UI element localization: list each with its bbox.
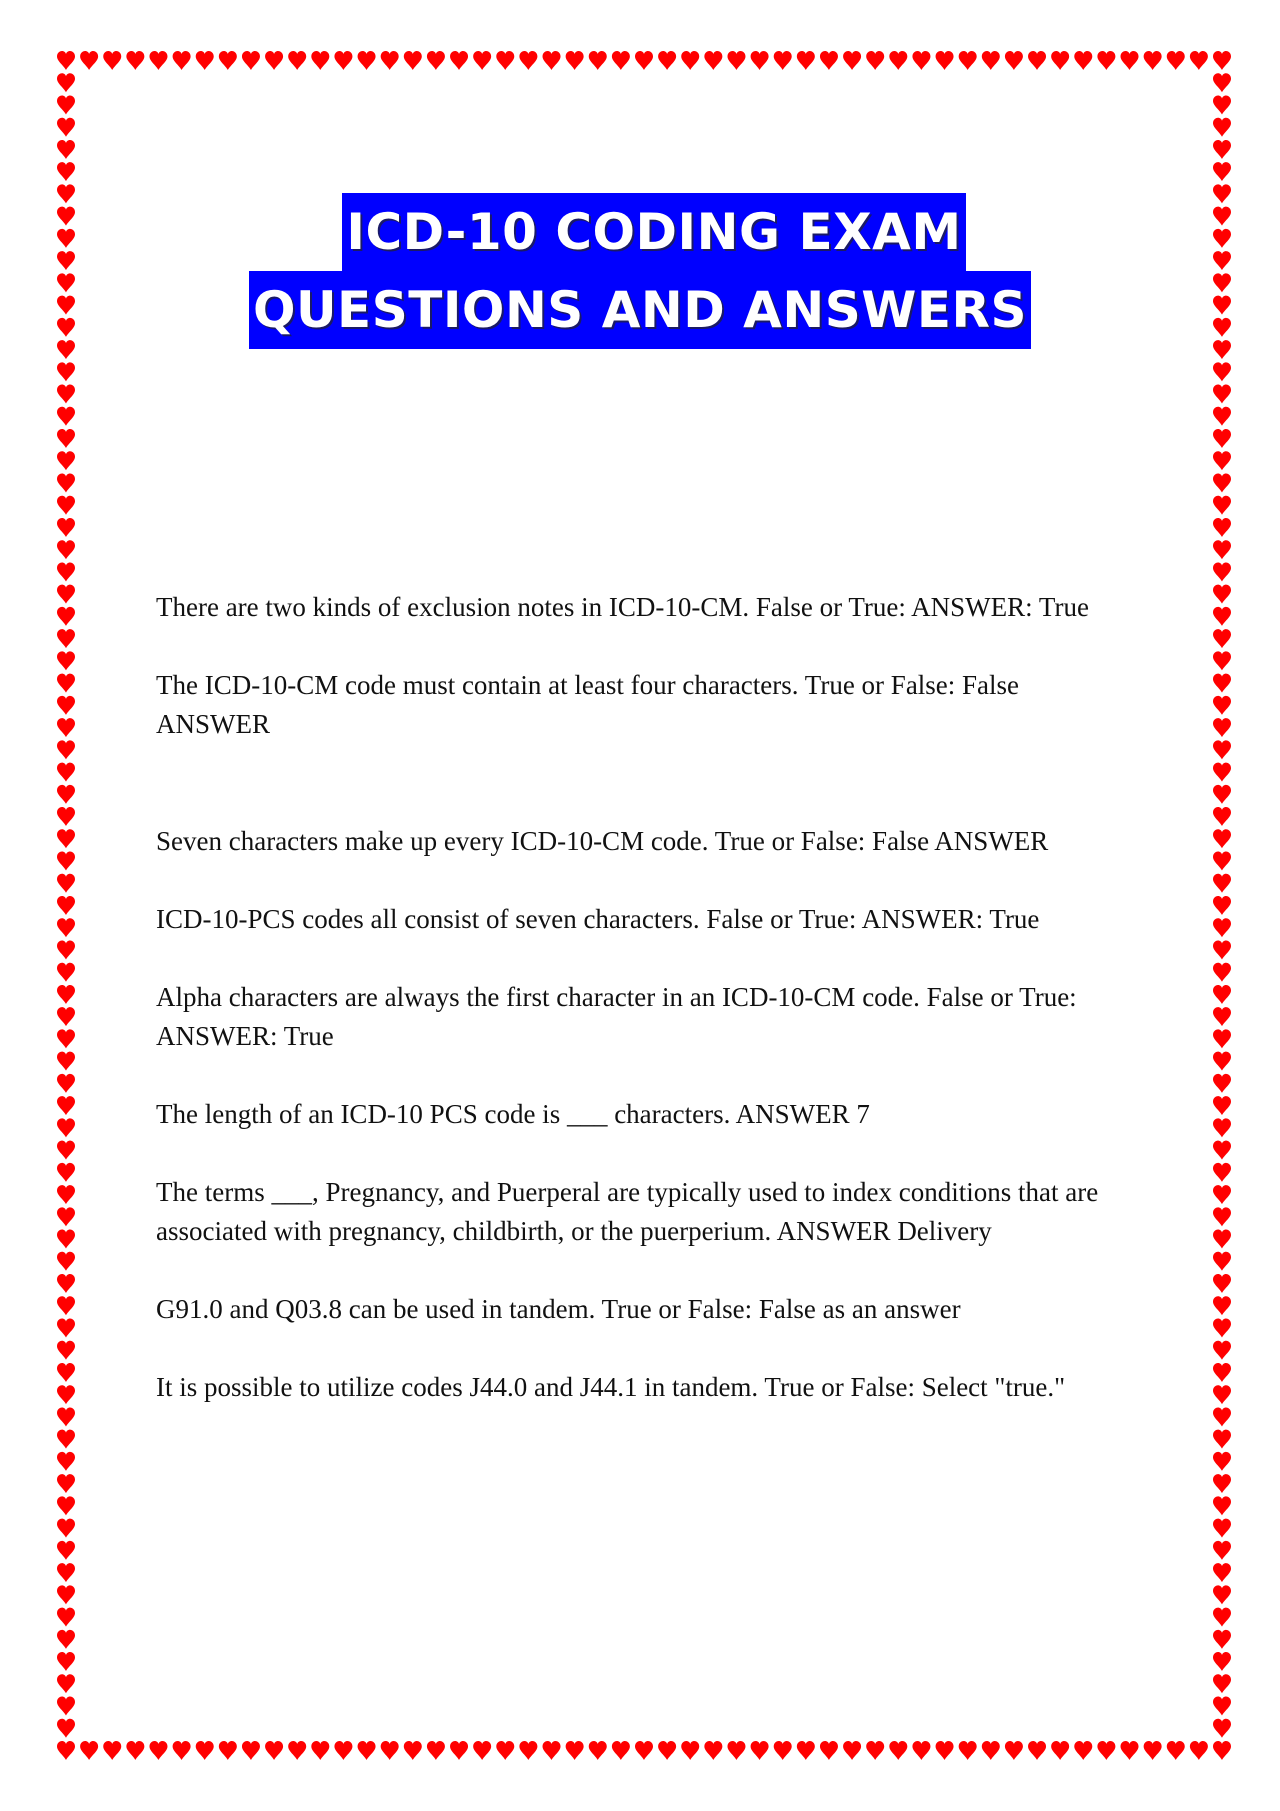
- heart-icon: [635, 51, 653, 70]
- heart-icon: [543, 1741, 561, 1760]
- heart-icon: [311, 1741, 329, 1760]
- heart-icon: [57, 1719, 75, 1738]
- heart-icon: [1213, 651, 1231, 670]
- qa-item-8: [156, 1290, 1124, 1329]
- heart-icon: [519, 1741, 537, 1760]
- heart-icon: [1051, 51, 1069, 70]
- heart-icon: [311, 51, 329, 70]
- heart-icon: [242, 51, 260, 70]
- heart-icon: [57, 585, 75, 604]
- heart-icon: [57, 674, 75, 693]
- heart-icon: [57, 1496, 75, 1515]
- heart-icon: [1213, 385, 1231, 404]
- heart-icon: [219, 1741, 237, 1760]
- heart-icon: [57, 1096, 75, 1115]
- heart-icon: [889, 51, 907, 70]
- heart-icon: [57, 1585, 75, 1604]
- heart-icon: [57, 1652, 75, 1671]
- heart-icon: [1213, 1519, 1231, 1538]
- heart-icon: [57, 118, 75, 137]
- heart-icon: [1213, 763, 1231, 782]
- heart-icon: [681, 51, 699, 70]
- heart-icon: [57, 1296, 75, 1315]
- heart-icon: [57, 896, 75, 915]
- heart-icon: [1028, 51, 1046, 70]
- heart-icon: [1213, 852, 1231, 871]
- heart-icon: [288, 1741, 306, 1760]
- heart-icon: [57, 1141, 75, 1160]
- heart-icon: [473, 51, 491, 70]
- heart-icon: [57, 1007, 75, 1026]
- heart-icon: [57, 1674, 75, 1693]
- heart-icon: [1213, 1496, 1231, 1515]
- heart-icon: [404, 1741, 422, 1760]
- heart-icon: [149, 1741, 167, 1760]
- heart-icon: [173, 51, 191, 70]
- heart-icon: [57, 1541, 75, 1560]
- heart-icon: [57, 1163, 75, 1182]
- qa-item-5: [156, 978, 1124, 1056]
- title-line-1: ICD-10 CODING EXAM: [342, 193, 965, 271]
- heart-icon: [1213, 829, 1231, 848]
- heart-icon: [1144, 51, 1162, 70]
- heart-icon: [57, 1074, 75, 1093]
- heart-icon: [57, 140, 75, 159]
- heart-icon: [57, 1630, 75, 1649]
- qa-text: The ICD-10-CM code must contain at least four characters. True or False: False ANSWER: [156, 670, 1020, 739]
- heart-icon: [704, 1741, 722, 1760]
- heart-icon: [242, 1741, 260, 1760]
- heart-icon: [797, 1741, 815, 1760]
- heart-icon: [936, 1741, 954, 1760]
- heart-icon: [1213, 1563, 1231, 1582]
- heart-icon: [404, 51, 422, 70]
- qa-text: The length of an ICD-10 PCS code is ___ characters. ANSWER 7: [156, 1099, 870, 1129]
- heart-icon: [57, 407, 75, 426]
- heart-icon: [126, 51, 144, 70]
- heart-icon: [566, 1741, 584, 1760]
- heart-icon: [334, 1741, 352, 1760]
- heart-icon: [57, 807, 75, 826]
- heart-icon: [57, 1029, 75, 1048]
- heart-icon: [427, 1741, 445, 1760]
- heart-icon: [196, 51, 214, 70]
- heart-icon: [57, 1252, 75, 1271]
- heart-icon: [57, 162, 75, 181]
- heart-icon: [1213, 1141, 1231, 1160]
- heart-icon: [1005, 1741, 1023, 1760]
- heart-icon: [1213, 1163, 1231, 1182]
- heart-icon: [57, 940, 75, 959]
- heart-icon: [1213, 1719, 1231, 1738]
- heart-icon: [1213, 1430, 1231, 1449]
- heart-icon: [912, 1741, 930, 1760]
- heart-icon: [658, 51, 676, 70]
- heart-icon: [1213, 940, 1231, 959]
- heart-icon: [1213, 140, 1231, 159]
- heart-icon: [1213, 1697, 1231, 1716]
- heart-icon: [450, 1741, 468, 1760]
- qa-text: ICD-10-PCS codes all consist of seven characters. False or True: ANSWER: True: [156, 904, 1040, 934]
- heart-icon: [196, 1741, 214, 1760]
- heart-icon: [751, 1741, 769, 1760]
- heart-icon: [103, 1741, 121, 1760]
- qa-text: G91.0 and Q03.8 can be used in tandem. True or False: False as an answer: [156, 1294, 961, 1324]
- heart-icon: [1213, 718, 1231, 737]
- heart-icon: [1097, 1741, 1115, 1760]
- heart-icon: [57, 829, 75, 848]
- heart-icon: [704, 51, 722, 70]
- heart-icon: [1213, 51, 1231, 70]
- heart-icon: [1213, 1741, 1231, 1760]
- heart-icon: [589, 51, 607, 70]
- heart-icon: [1213, 963, 1231, 982]
- heart-icon: [450, 51, 468, 70]
- heart-icon: [496, 1741, 514, 1760]
- heart-icon: [1167, 1741, 1185, 1760]
- heart-icon: [57, 540, 75, 559]
- heart-icon: [57, 1341, 75, 1360]
- heart-icon: [57, 429, 75, 448]
- heart-icon: [936, 51, 954, 70]
- heart-icon: [381, 51, 399, 70]
- heart-icon: [80, 51, 98, 70]
- heart-icon: [1213, 1207, 1231, 1226]
- heart-icon: [57, 1430, 75, 1449]
- heart-icon: [1213, 1230, 1231, 1249]
- heart-icon: [57, 918, 75, 937]
- heart-icon: [1213, 1074, 1231, 1093]
- heart-icon: [57, 474, 75, 493]
- heart-icon: [589, 1741, 607, 1760]
- heart-icon: [57, 607, 75, 626]
- heart-icon: [57, 518, 75, 537]
- qa-text: Alpha characters are always the first character in an ICD-10-CM code. False or True: ANSWER: True: [156, 982, 1077, 1051]
- heart-icon: [1213, 629, 1231, 648]
- heart-icon: [1213, 1096, 1231, 1115]
- heart-icon: [1213, 95, 1231, 114]
- qa-item-9: [156, 1368, 1124, 1407]
- heart-icon: [866, 1741, 884, 1760]
- heart-icon: [1121, 51, 1139, 70]
- heart-icon: [57, 385, 75, 404]
- heart-icon: [1213, 1341, 1231, 1360]
- heart-icon: [57, 1185, 75, 1204]
- heart-icon: [473, 1741, 491, 1760]
- heart-icon: [1213, 1052, 1231, 1071]
- heart-icon: [57, 1474, 75, 1493]
- heart-icon: [57, 95, 75, 114]
- heart-icon: [1213, 1452, 1231, 1471]
- heart-icon: [820, 51, 838, 70]
- heart-icon: [57, 1608, 75, 1627]
- heart-icon: [1005, 51, 1023, 70]
- heart-icon: [612, 1741, 630, 1760]
- heart-icon: [57, 874, 75, 893]
- heart-icon: [519, 51, 537, 70]
- heart-icon: [57, 73, 75, 92]
- heart-icon: [1213, 985, 1231, 1004]
- heart-icon: [57, 562, 75, 581]
- heart-icon: [57, 985, 75, 1004]
- heart-icon: [797, 51, 815, 70]
- heart-icon: [358, 1741, 376, 1760]
- heart-icon: [1028, 1741, 1046, 1760]
- heart-icon: [57, 785, 75, 804]
- heart-icon: [57, 1385, 75, 1404]
- heart-icon: [57, 1118, 75, 1137]
- qa-item-4: [156, 900, 1124, 939]
- heart-icon: [57, 496, 75, 515]
- heart-icon: [543, 51, 561, 70]
- heart-icon: [1213, 562, 1231, 581]
- heart-icon: [1213, 1674, 1231, 1693]
- heart-icon: [149, 51, 167, 70]
- heart-icon: [57, 51, 75, 70]
- heart-icon: [1213, 1652, 1231, 1671]
- heart-icon: [1213, 1630, 1231, 1649]
- heart-icon: [57, 1052, 75, 1071]
- heart-icon: [427, 51, 445, 70]
- qa-item-6: [156, 1095, 1124, 1134]
- heart-icon: [982, 1741, 1000, 1760]
- heart-icon: [1213, 874, 1231, 893]
- heart-icon: [57, 852, 75, 871]
- heart-icon: [1213, 896, 1231, 915]
- heart-icon: [1190, 51, 1208, 70]
- heart-icon: [57, 740, 75, 759]
- heart-icon: [959, 1741, 977, 1760]
- heart-icon: [774, 1741, 792, 1760]
- heart-icon: [1213, 1541, 1231, 1560]
- heart-icon: [126, 1741, 144, 1760]
- heart-icon: [288, 51, 306, 70]
- heart-icon: [57, 451, 75, 470]
- heart-icon: [1097, 51, 1115, 70]
- heart-icon: [1213, 674, 1231, 693]
- heart-icon: [57, 1274, 75, 1293]
- heart-icon: [219, 51, 237, 70]
- heart-icon: [1121, 1741, 1139, 1760]
- heart-icon: [1167, 51, 1185, 70]
- qa-item-7: [156, 1173, 1124, 1251]
- heart-icon: [912, 51, 930, 70]
- heart-icon: [57, 1363, 75, 1382]
- heart-icon: [57, 629, 75, 648]
- heart-icon: [173, 1741, 191, 1760]
- heart-icon: [103, 51, 121, 70]
- heart-icon: [57, 1207, 75, 1226]
- heart-icon: [57, 1407, 75, 1426]
- heart-icon: [1213, 1029, 1231, 1048]
- heart-icon: [1051, 1741, 1069, 1760]
- heart-icon: [1213, 1385, 1231, 1404]
- heart-icon: [1213, 496, 1231, 515]
- heart-icon: [1213, 918, 1231, 937]
- heart-icon: [496, 51, 514, 70]
- heart-icon: [1213, 1585, 1231, 1604]
- heart-icon: [1213, 1474, 1231, 1493]
- qa-text: There are two kinds of exclusion notes in ICD-10-CM. False or True: ANSWER: True: [156, 592, 1089, 622]
- heart-icon: [1213, 1608, 1231, 1627]
- heart-icon: [1213, 162, 1231, 181]
- heart-icon: [358, 51, 376, 70]
- qa-text: It is possible to utilize codes J44.0 and J44.1 in tandem. True or False: Select "true.": [156, 1372, 1066, 1402]
- heart-icon: [681, 1741, 699, 1760]
- heart-icon: [1144, 1741, 1162, 1760]
- heart-icon: [658, 1741, 676, 1760]
- heart-icon: [265, 51, 283, 70]
- heart-icon: [774, 51, 792, 70]
- heart-icon: [1213, 474, 1231, 493]
- heart-icon: [959, 51, 977, 70]
- title-banner: [0, 193, 1280, 349]
- heart-icon: [1213, 1319, 1231, 1338]
- heart-icon: [843, 51, 861, 70]
- heart-icon: [265, 1741, 283, 1760]
- heart-icon: [1213, 807, 1231, 826]
- heart-icon: [1213, 1185, 1231, 1204]
- heart-icon: [1213, 429, 1231, 448]
- heart-icon: [1213, 1363, 1231, 1382]
- heart-icon: [889, 1741, 907, 1760]
- heart-icon: [1213, 407, 1231, 426]
- qa-text: The terms ___, Pregnancy, and Puerperal are typically used to index conditions that are associated with pregnancy, childbirth, or the puerperium. ANSWER Delivery: [156, 1177, 1099, 1246]
- heart-icon: [1213, 362, 1231, 381]
- heart-icon: [57, 763, 75, 782]
- heart-icon: [1074, 1741, 1092, 1760]
- heart-icon: [57, 362, 75, 381]
- heart-icon: [727, 1741, 745, 1760]
- heart-icon: [1213, 696, 1231, 715]
- qa-text: Seven characters make up every ICD-10-CM code. True or False: False ANSWER: [156, 826, 1049, 856]
- heart-icon: [57, 1230, 75, 1249]
- heart-icon: [1213, 540, 1231, 559]
- heart-icon: [57, 696, 75, 715]
- heart-icon: [1213, 1407, 1231, 1426]
- heart-icon: [57, 1319, 75, 1338]
- qa-item-1: [156, 588, 1124, 627]
- heart-icon: [57, 1563, 75, 1582]
- heart-icon: [80, 1741, 98, 1760]
- qa-item-2: [156, 666, 1124, 744]
- heart-icon: [57, 1519, 75, 1538]
- heart-icon: [1213, 585, 1231, 604]
- heart-icon: [1074, 51, 1092, 70]
- heart-icon: [566, 51, 584, 70]
- heart-icon: [1213, 1296, 1231, 1315]
- heart-icon: [820, 1741, 838, 1760]
- heart-icon: [751, 51, 769, 70]
- heart-icon: [982, 51, 1000, 70]
- heart-icon: [1213, 1274, 1231, 1293]
- heart-icon: [1213, 451, 1231, 470]
- heart-icon: [1213, 1252, 1231, 1271]
- heart-icon: [57, 1741, 75, 1760]
- heart-icon: [1213, 73, 1231, 92]
- heart-icon: [334, 51, 352, 70]
- heart-icon: [57, 651, 75, 670]
- heart-icon: [381, 1741, 399, 1760]
- heart-icon: [57, 1697, 75, 1716]
- heart-icon: [843, 1741, 861, 1760]
- heart-icon: [866, 51, 884, 70]
- heart-icon: [1213, 1007, 1231, 1026]
- heart-icon: [57, 1452, 75, 1471]
- heart-icon: [57, 718, 75, 737]
- heart-icon: [1213, 740, 1231, 759]
- title-line-2: QUESTIONS AND ANSWERS: [249, 271, 1031, 349]
- heart-icon: [1213, 785, 1231, 804]
- heart-icon: [727, 51, 745, 70]
- heart-icon: [1213, 518, 1231, 537]
- heart-icon: [57, 963, 75, 982]
- heart-icon: [635, 1741, 653, 1760]
- heart-icon: [1213, 607, 1231, 626]
- heart-icon: [1190, 1741, 1208, 1760]
- heart-icon: [612, 51, 630, 70]
- qa-item-3: [156, 822, 1124, 861]
- heart-icon: [1213, 118, 1231, 137]
- heart-icon: [1213, 1118, 1231, 1137]
- qa-list: [156, 588, 1124, 1446]
